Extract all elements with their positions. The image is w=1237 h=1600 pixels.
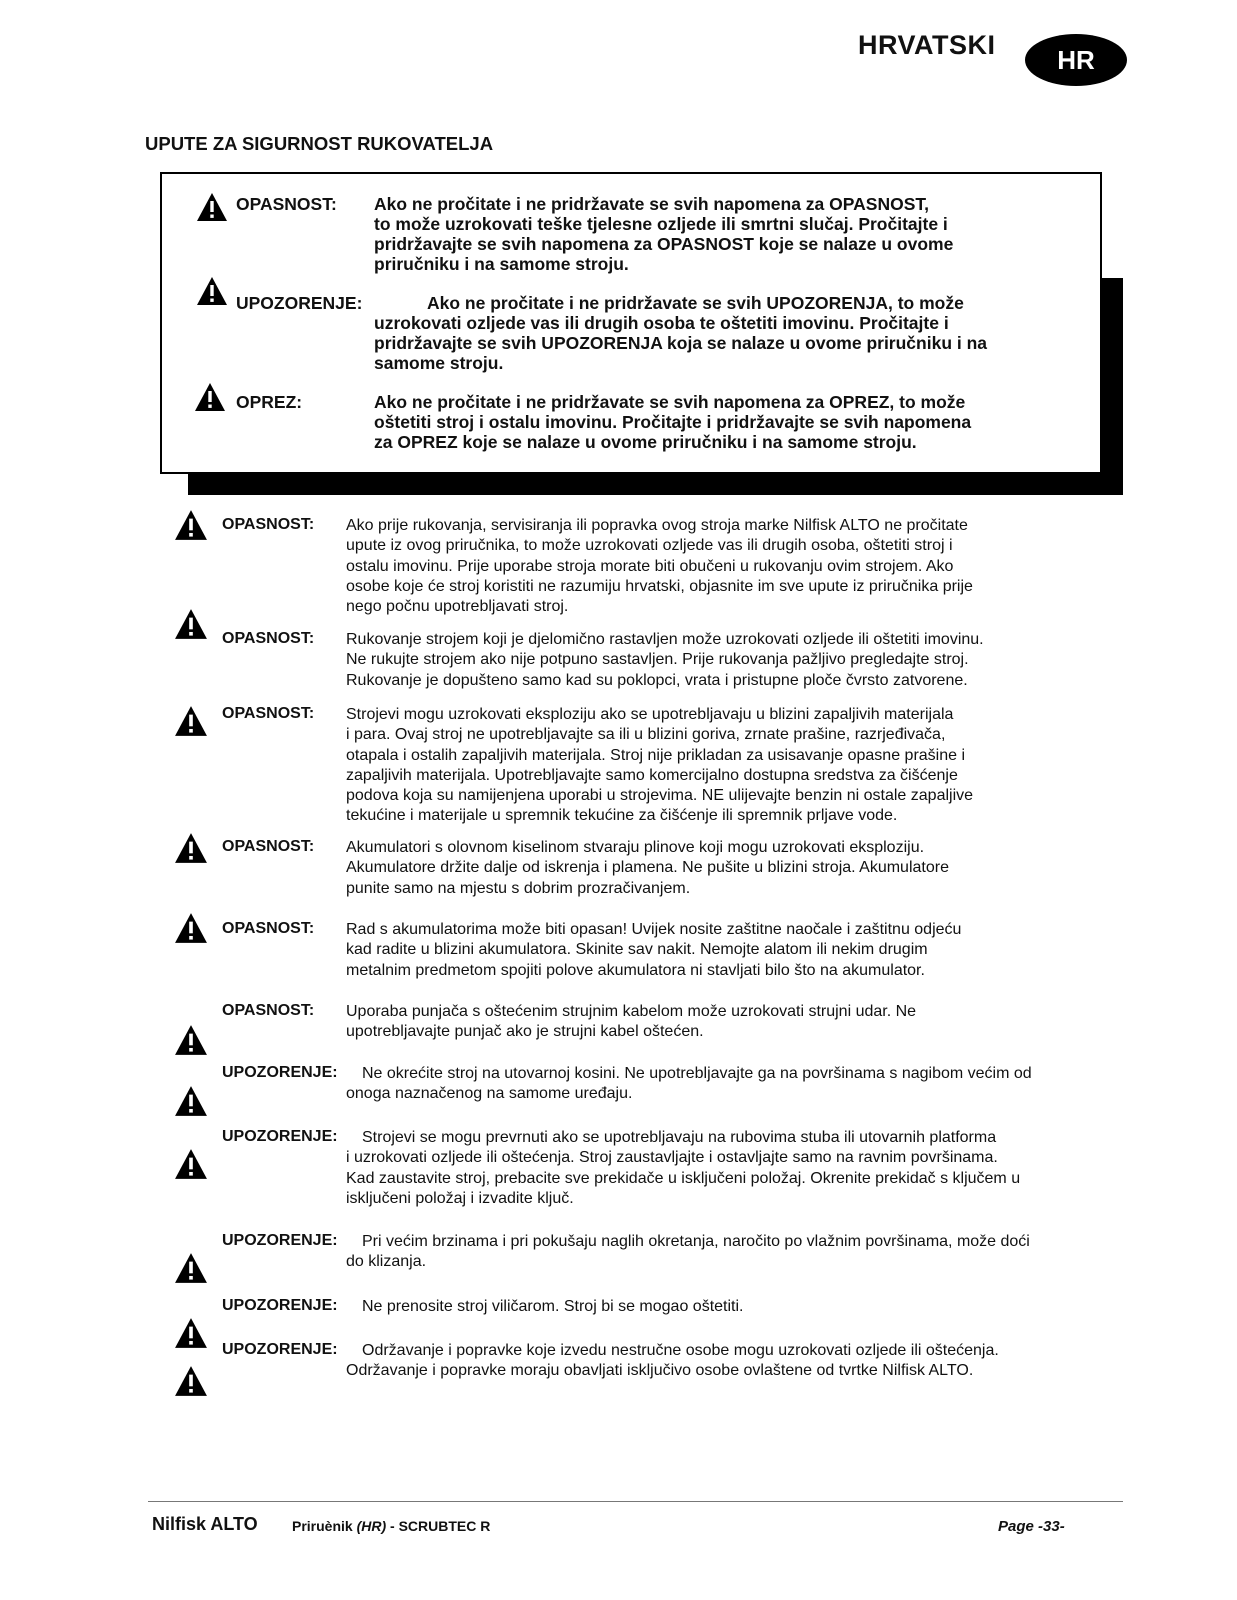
summary-text-danger: Ako ne pročitate i ne pridržavate se svih napomena za OPASNOST, to može uzrokovati teške tjelesne ozljede ili smrtni slučaj. Pročitajte i pridržavajte se svih napomena za OPASNOST koje se nalaze u ovome priručniku i na samome stroju.	[374, 194, 954, 274]
summary-text-warning: Ako ne pročitate i ne pridržavate se svih UPOZORENJA, to može uzrokovati ozljede vas ili drugih osoba te oštetiti imovinu. Pročitajte i pridržavajte se svih UPOZORENJA koja se nalaze u ovome priručniku i na samome stroju.	[374, 293, 988, 373]
warning-text: Ako prije rukovanja, servisiranja ili popravka ovog stroja marke Nilfisk ALTO ne pročitate upute iz ovog priručnika, to može uzrokovati ozljede vas ili drugih osoba, oštetiti stroj i ostalu imovinu. Prije uporabe stroja morate biti obučeni u rukovanju ovim strojem. Ako osobe koje će stroj koristiti ne razumiju hrvatski, objasnite im sve upute iz priručnika prije nego počnu upotrebljavati stroj.	[346, 517, 973, 616]
warning-text: Uporaba punjača s oštećenim strujnim kabelom može uzrokovati strujni udar. Ne upotrebljavajte punjač ako je strujni kabel oštećen.	[346, 1003, 917, 1041]
footer-page-number: Page -33-	[998, 1518, 1065, 1535]
summary-text-caution: Ako ne pročitate i ne pridržavate se svih napomena za OPREZ, to može oštetiti stroj i ostalu imovinu. Pročitajte i pridržavajte se svih napomena za OPREZ koje se nalaze u ovome priručniku i na samome stroju.	[374, 392, 972, 452]
warning-label: OPASNOST:	[222, 920, 315, 937]
footer-brand: Nilfisk ALTO	[152, 1514, 258, 1534]
warning-label: OPASNOST:	[222, 516, 315, 533]
warning-label: UPOZORENJE:	[222, 1341, 338, 1358]
warning-triangle-icon	[174, 1317, 208, 1349]
warning-triangle-icon	[174, 1024, 208, 1056]
warning-label: OPASNOST:	[222, 1002, 315, 1019]
warning-triangle-icon	[196, 276, 228, 306]
warning-triangle-icon	[194, 382, 226, 412]
summary-box	[160, 172, 1102, 474]
warning-label: UPOZORENJE:	[222, 1232, 338, 1249]
warning-text: Ne prenosite stroj viličarom. Stroj bi se mogao oštetiti.	[362, 1298, 744, 1315]
warning-text: Ne okrećite stroj na utovarnoj kosini. Ne upotrebljavajte ga na površinama s nagibom većim od onoga naznačenog na samome uređaju.	[346, 1065, 1032, 1103]
language-title: HRVATSKI	[858, 30, 996, 60]
warning-triangle-icon	[174, 1365, 208, 1397]
warning-text: Rukovanje strojem koji je djelomično rastavljen može uzrokovati ozljede ili oštetiti imovinu. Ne rukujte strojem ako nije potpuno sastavljen. Prije rukovanja pažljivo pregledajte stroj. Rukovanje je dopušteno samo kad su poklopci, vrata i pristupne ploče čvrsto zatvorene.	[346, 631, 984, 689]
summary-label-danger: OPASNOST:	[236, 194, 337, 214]
language-badge: HR	[1025, 34, 1127, 86]
warning-triangle-icon	[196, 192, 228, 222]
warning-text: Rad s akumulatorima može biti opasan! Uvijek nosite zaštitne naočale i zaštitnu odjeću kad radite u blizini akumulatora. Skinite sav nakit. Nemojte alatom ili nekim drugim metalnim predmetom spojiti polove akumulatora ni stavljati bilo što na akumulator.	[346, 921, 962, 979]
warning-text: Održavanje i popravke koje izvedu nestručne osobe mogu uzrokovati ozljede ili oštećenja. Održavanje i popravke moraju obavljati isključivo osobe ovlaštene od tvrtke Nilfisk ALTO.	[346, 1342, 999, 1380]
warning-text: Strojevi se mogu prevrnuti ako se upotrebljavaju na rubovima stuba ili utovarnih platforma i uzrokovati ozljede ili oštećenja. Stroj zaustavljajte i ostavljajte samo na ravnim površinama. Kad zaustavite stroj, prebacite sve prekidače u isključeni položaj. Okrenite prekidač s ključem u isključeni položaj i izvadite ključ.	[346, 1129, 1021, 1207]
summary-label-warning: UPOZORENJE:	[236, 293, 363, 313]
section-title: UPUTE ZA SIGURNOST RUKOVATELJA	[145, 133, 494, 154]
warning-triangle-icon	[174, 705, 208, 737]
warning-triangle-icon	[174, 1085, 208, 1117]
warning-label: OPASNOST:	[222, 705, 315, 722]
warning-label: OPASNOST:	[222, 630, 315, 647]
warning-label: OPASNOST:	[222, 838, 315, 855]
warning-text: Strojevi mogu uzrokovati eksploziju ako se upotrebljavaju u blizini zapaljivih materijala i para. Ovaj stroj ne upotrebljavajte sa ili u blizini goriva, zrnate prašine, razrjeđivača, otapala i ostalih zapaljivih materijala. Stroj nije prikladan za usisavanje opasne prašine i zapaljivih materijala. Upotrebljavajte samo komercijalno dostupna sredstva za čišćenje podova koja su namijenjena uporabi u strojevima. NE ulijevajte benzin ni ostale zapaljive tekućine i materijale u spremnik tekućine za čišćenje ili spremnik prljave vode.	[346, 706, 974, 825]
warning-triangle-icon	[174, 509, 208, 541]
warning-triangle-icon	[174, 832, 208, 864]
footer-divider	[148, 1501, 1123, 1502]
warning-triangle-icon	[174, 1252, 208, 1284]
warning-triangle-icon	[174, 912, 208, 944]
warning-label: UPOZORENJE:	[222, 1064, 338, 1081]
warning-text: Pri većim brzinama i pri pokušaju naglih okretanja, naročito po vlažnim površinama, može doći do klizanja.	[346, 1233, 1030, 1271]
warning-triangle-icon	[174, 1148, 208, 1180]
footer-manual-title: Priruènik (HR) - SCRUBTEC R	[292, 1518, 491, 1534]
warning-triangle-icon	[174, 608, 208, 640]
warning-label: UPOZORENJE:	[222, 1128, 338, 1145]
warning-text: Akumulatori s olovnom kiselinom stvaraju plinove koji mogu uzrokovati eksploziju. Akumulatore držite dalje od iskrenja i plamena. Ne pušite u blizini stroja. Akumulatore punite samo na mjestu s dobrim prozračivanjem.	[346, 839, 949, 897]
summary-label-caution: OPREZ:	[236, 392, 303, 412]
warning-label: UPOZORENJE:	[222, 1297, 338, 1314]
